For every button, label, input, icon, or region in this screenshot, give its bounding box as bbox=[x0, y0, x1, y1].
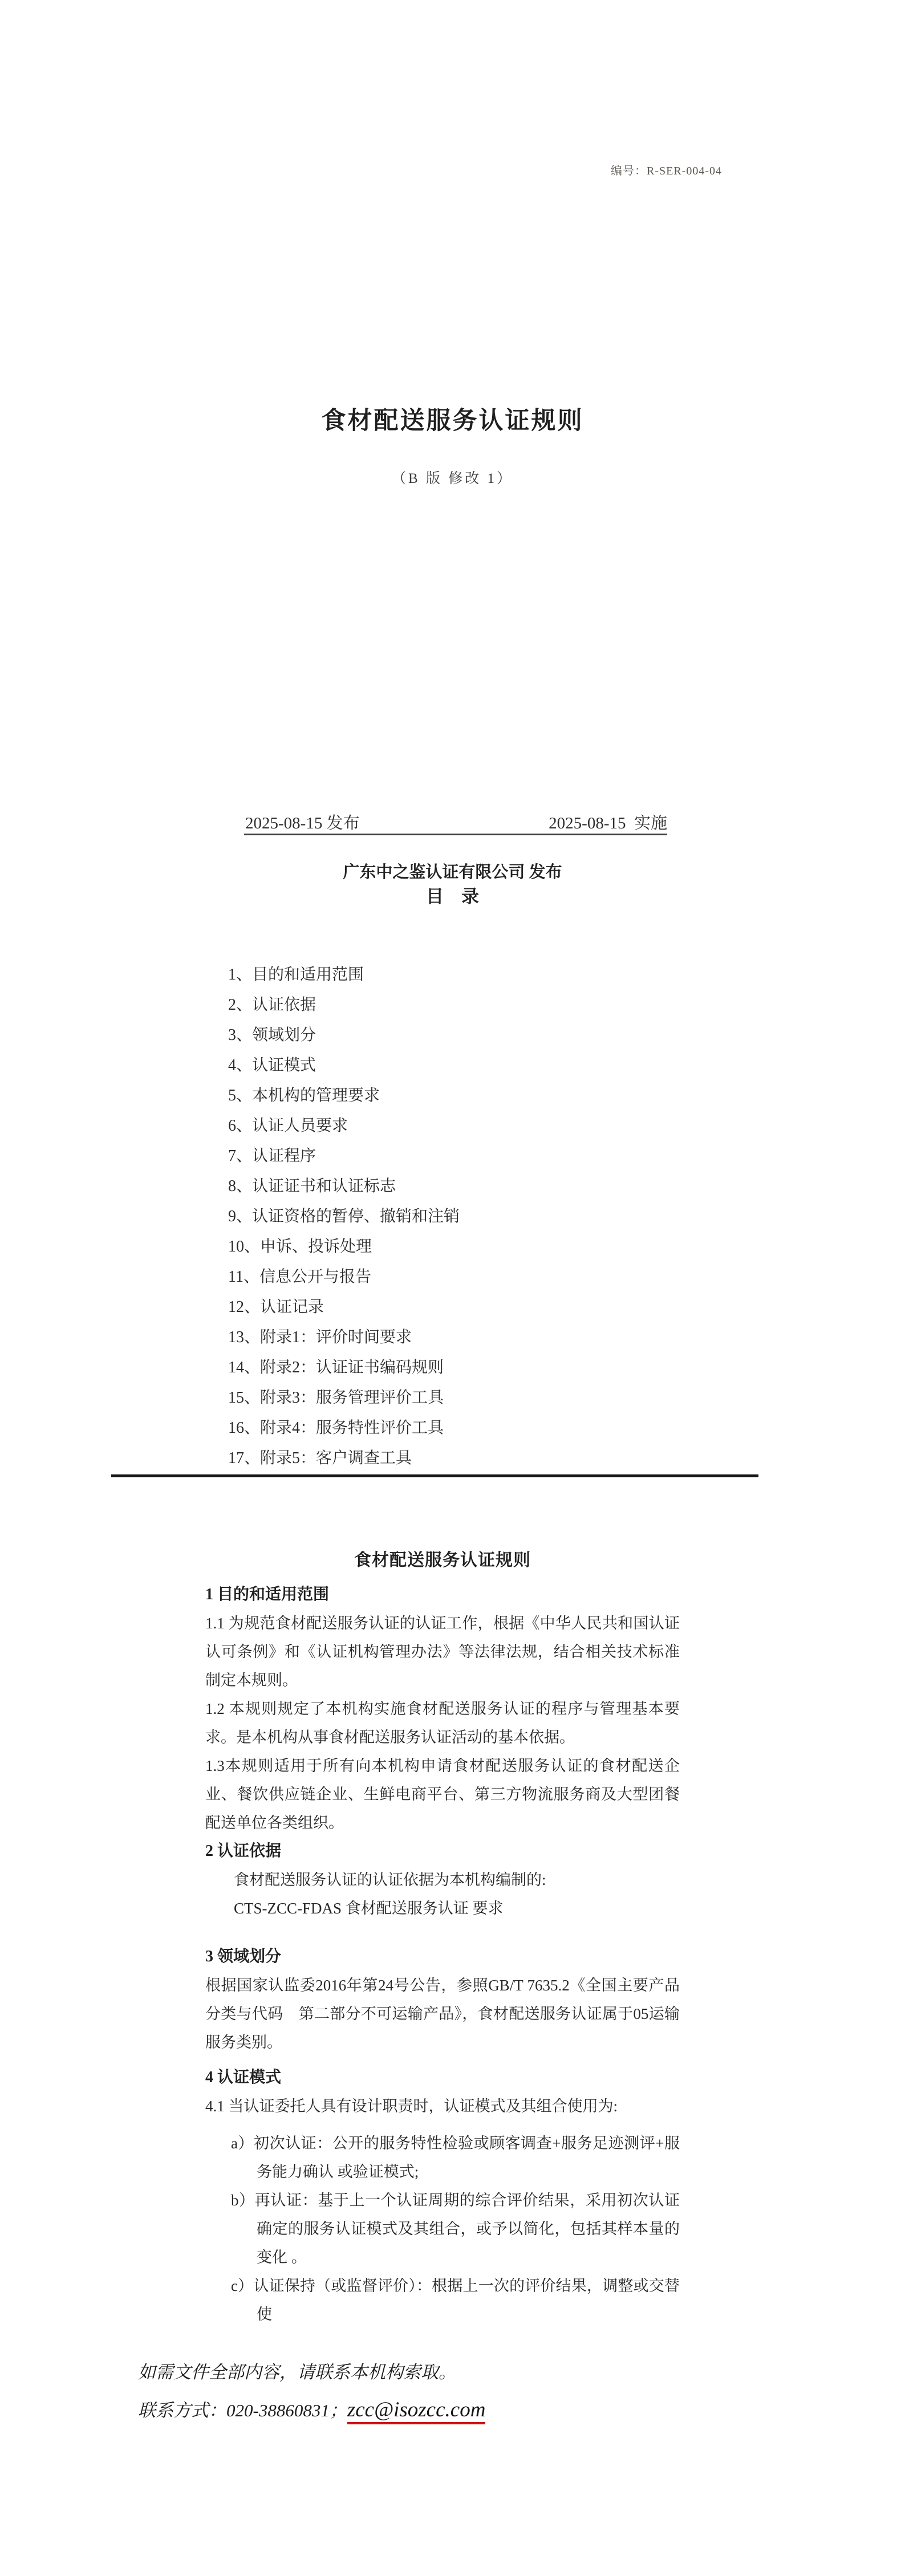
footer-contact-prefix: 联系方式：020-38860831； bbox=[138, 2400, 347, 2420]
section-2-heading: 2 认证依据 bbox=[205, 1842, 282, 1860]
section-1-heading: 1 目的和适用范围 bbox=[205, 1586, 330, 1603]
certification-mode-list bbox=[205, 2129, 680, 2329]
publisher-line: 广东中之鉴认证有限公司 发布 bbox=[343, 863, 562, 881]
toc-item: 4、认证模式 bbox=[228, 1057, 316, 1074]
issue-date: 2025-08-15 发布 bbox=[245, 814, 360, 832]
section-divider-line bbox=[111, 1474, 758, 1477]
paragraph-3-1: 根据国家认监委2016年第24号公告，参照GB/T 7635.2《全国主要产品分类与代码 第二部分不可运输产品》，食材配送服务认证属于05运输服务类别。 bbox=[205, 1977, 680, 2051]
document-body bbox=[205, 1546, 680, 2329]
toc-item: 13、附录1：评价时间要求 bbox=[228, 1328, 412, 1346]
footer-email-link[interactable]: zcc@isozcc.com bbox=[347, 2398, 486, 2424]
toc-item: 8、认证证书和认证标志 bbox=[228, 1177, 396, 1195]
implement-date: 2025-08-15 实施 bbox=[549, 814, 667, 832]
paragraph-2-basis: 食材配送服务认证的认证依据为本机构编制的: bbox=[234, 1871, 546, 1888]
list-item-b: b）再认证：基于上一个认证周期的综合评价结果，采用初次认证确定的服务认证模式及其组合，或予以简化，包括其样本量的变化 。 bbox=[231, 2192, 680, 2266]
toc-item: 2、认证依据 bbox=[228, 996, 316, 1014]
toc-item: 1、目的和适用范围 bbox=[228, 966, 364, 984]
footer-contact-line bbox=[138, 2391, 485, 2429]
toc-item: 10、申诉、投诉处理 bbox=[228, 1238, 372, 1256]
toc-item: 5、本机构的管理要求 bbox=[228, 1087, 380, 1104]
toc-item: 6、认证人员要求 bbox=[228, 1117, 348, 1135]
toc-item: 7、认证程序 bbox=[228, 1147, 316, 1165]
list-item-c: c）认证保持（或监督评价）：根据上一次的评价结果，调整或交替使 bbox=[231, 2277, 680, 2323]
toc-item: 16、附录4：服务特性评价工具 bbox=[228, 1419, 444, 1437]
toc-item: 12、认证记录 bbox=[228, 1298, 324, 1316]
footer-note: 如需文件全部内容，请联系本机构索取。 bbox=[138, 2362, 456, 2382]
cover-divider-line bbox=[244, 834, 667, 835]
toc-item: 9、认证资格的暂停、撤销和注销 bbox=[228, 1208, 460, 1225]
doc-number: 编号：R-SER-004-04 bbox=[611, 165, 722, 177]
toc-item: 3、领域划分 bbox=[228, 1026, 316, 1044]
toc-item: 14、附录2：认证证书编码规则 bbox=[228, 1359, 444, 1376]
toc-title: 目 录 bbox=[426, 887, 479, 907]
paragraph-2-standard: CTS-ZCC-FDAS 食材配送服务认证 要求 bbox=[234, 1900, 504, 1917]
table-of-contents bbox=[228, 960, 460, 1473]
toc-item: 15、附录3：服务管理评价工具 bbox=[228, 1389, 444, 1407]
toc-item: 11、信息公开与报告 bbox=[228, 1268, 371, 1286]
body-heading: 食材配送服务认证规则 bbox=[354, 1551, 531, 1570]
paragraph-1-2: 1.2 本规则规定了本机构实施食材配送服务认证的程序与管理基本要求。是本机构从事食材配送服务认证活动的基本依据。 bbox=[205, 1700, 680, 1746]
cover-title: 食材配送服务认证规则 bbox=[321, 408, 584, 434]
section-3-heading: 3 领域划分 bbox=[205, 1948, 282, 1965]
toc-item: 17、附录5：客户调查工具 bbox=[228, 1449, 412, 1467]
page-footer bbox=[138, 2354, 485, 2429]
paragraph-4-1: 4.1 当认证委托人具有设计职责时，认证模式及其组合使用为: bbox=[205, 2098, 618, 2115]
section-4-heading: 4 认证模式 bbox=[205, 2069, 282, 2086]
paragraph-1-1: 1.1 为规范食材配送服务认证的认证工作，根据《中华人民共和国认证认可条例》和《认证机构管理办法》等法律法规，结合相关技术标准制定本规则。 bbox=[205, 1615, 680, 1689]
dates-row bbox=[245, 810, 667, 834]
cover-version-note: （B 版 修改 1） bbox=[392, 471, 513, 486]
list-item-a: a）初次认证：公开的服务特性检验或顾客调查+服务足迹测评+服务能力确认 或验证模式; bbox=[231, 2135, 680, 2180]
paragraph-1-3: 1.3本规则适用于所有向本机构申请食材配送服务认证的食材配送企业、餐饮供应链企业、生鲜电商平台、第三方物流服务商及大型团餐配送单位各类组织。 bbox=[205, 1757, 680, 1831]
